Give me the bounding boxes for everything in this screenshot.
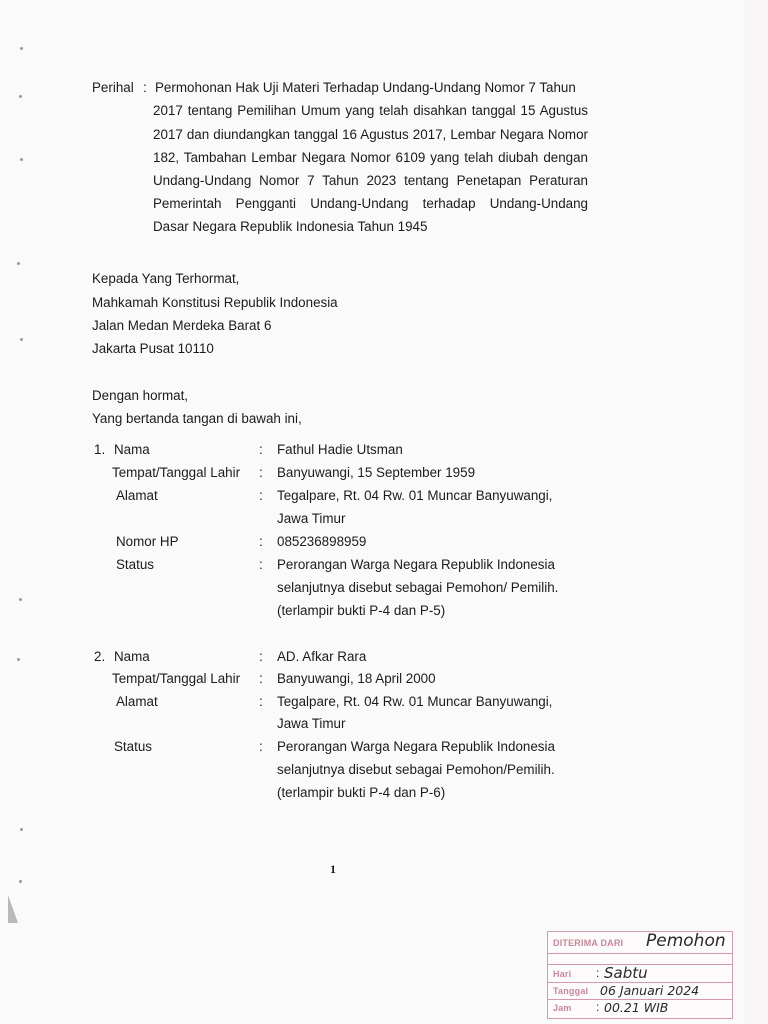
scan-speck <box>20 338 23 341</box>
applicant-phone: 085236898959 <box>277 534 367 549</box>
subject-colon: : <box>143 80 147 95</box>
applicant-status: (terlampir bukti P-4 dan P-5) <box>277 603 446 618</box>
colon: : <box>259 649 263 664</box>
addressee-line: Mahkamah Konstitusi Republik Indonesia <box>92 295 338 310</box>
applicant-name: Fathul Hadie Utsman <box>277 442 403 457</box>
subject-line: Dasar Negara Republik Indonesia Tahun 1945 <box>153 219 428 234</box>
addressee-line: Jalan Medan Merdeka Barat 6 <box>92 318 272 333</box>
scan-speck <box>17 658 20 661</box>
stamp-row-date <box>548 983 732 1000</box>
scan-speck <box>17 262 20 265</box>
scan-speck <box>20 828 23 831</box>
greeting-line: Yang bertanda tangan di bawah ini, <box>92 411 302 426</box>
scan-speck <box>19 598 22 601</box>
stamp-day-label: Hari <box>553 969 572 979</box>
stamp-date-label: Tanggal <box>553 986 589 996</box>
colon: : <box>259 488 263 503</box>
stamp-row-day <box>548 965 732 983</box>
stamp-row-received <box>548 932 732 954</box>
colon: : <box>259 534 263 549</box>
phone-label: Nomor HP <box>116 534 179 549</box>
address-label: Alamat <box>116 488 158 503</box>
applicant-number: 1. <box>94 442 106 457</box>
status-label: Status <box>114 739 152 754</box>
scan-speck <box>19 95 22 98</box>
applicant-status: Perorangan Warga Negara Republik Indonesia <box>277 739 555 754</box>
subject-line: Undang-Undang Nomor 7 Tahun 2023 tentang Penetapan Peraturan <box>153 173 588 188</box>
colon: : <box>259 465 263 480</box>
colon: : <box>259 694 263 709</box>
address-label: Alamat <box>116 694 158 709</box>
stamp-time-label: Jam <box>553 1003 572 1013</box>
applicant-status: Perorangan Warga Negara Republik Indonesia <box>277 557 555 572</box>
subject-line: 182, Tambahan Lembar Negara Nomor 6109 yang telah diubah dengan <box>153 150 588 165</box>
applicant-birth: Banyuwangi, 18 April 2000 <box>277 671 436 686</box>
stamp-received-label: DITERIMA DARI <box>553 938 624 948</box>
addressee-line: Jakarta Pusat 10110 <box>92 341 214 356</box>
subject-label: Perihal <box>92 80 134 95</box>
greeting-line: Dengan hormat, <box>92 388 189 403</box>
birth-label: Tempat/Tanggal Lahir <box>112 465 241 480</box>
applicant-address: Tegalpare, Rt. 04 Rw. 01 Muncar Banyuwangi, <box>277 694 553 709</box>
subject-line: 2017 tentang Pemilihan Umum yang telah disahkan tanggal 15 Agustus <box>153 103 588 118</box>
name-label: Nama <box>114 442 150 457</box>
colon: : <box>259 671 263 686</box>
subject-line: Pemerintah Pengganti Undang-Undang terhadap Undang-Undang <box>153 196 588 211</box>
addressee-line: Kepada Yang Terhormat, <box>92 271 240 286</box>
scan-speck <box>20 158 23 161</box>
applicant-status: selanjutnya disebut sebagai Pemohon/ Pemilih. <box>277 580 559 595</box>
subject-line: Permohonan Hak Uji Materi Terhadap Undang-Undang Nomor 7 Tahun <box>155 80 576 95</box>
stamp-day-value: Sabtu <box>604 964 648 982</box>
status-label: Status <box>116 557 154 572</box>
stamp-colon: : <box>596 1000 600 1014</box>
stamp-row-time <box>548 1000 732 1016</box>
applicant-birth: Banyuwangi, 15 September 1959 <box>277 465 476 480</box>
receipt-stamp <box>547 931 733 1019</box>
applicant-address: Jawa Timur <box>277 716 346 731</box>
scan-speck <box>20 47 23 50</box>
stamp-colon: : <box>596 966 600 980</box>
stamp-date-value: 06 Januari 2024 <box>600 983 700 998</box>
scan-speck <box>19 880 22 883</box>
stamp-received-value: Pemohon <box>646 931 726 951</box>
birth-label: Tempat/Tanggal Lahir <box>112 671 241 686</box>
applicant-status: selanjutnya disebut sebagai Pemohon/Pemilih. <box>277 762 555 777</box>
scan-corner-shadow <box>8 895 18 923</box>
page-number: 1 <box>330 862 336 876</box>
subject-line: 2017 dan diundangkan tanggal 16 Agustus 2017, Lembar Negara Nomor <box>153 127 588 142</box>
colon: : <box>259 442 263 457</box>
applicant-name: AD. Afkar Rara <box>277 649 367 664</box>
applicant-status: (terlampir bukti P-4 dan P-6) <box>277 785 446 800</box>
colon: : <box>259 557 263 572</box>
stamp-time-value: 00.21 WIB <box>604 1000 669 1015</box>
name-label: Nama <box>114 649 150 664</box>
colon: : <box>259 739 263 754</box>
applicant-number: 2. <box>94 649 106 664</box>
applicant-address: Jawa Timur <box>277 511 346 526</box>
applicant-address: Tegalpare, Rt. 04 Rw. 01 Muncar Banyuwangi, <box>277 488 553 503</box>
